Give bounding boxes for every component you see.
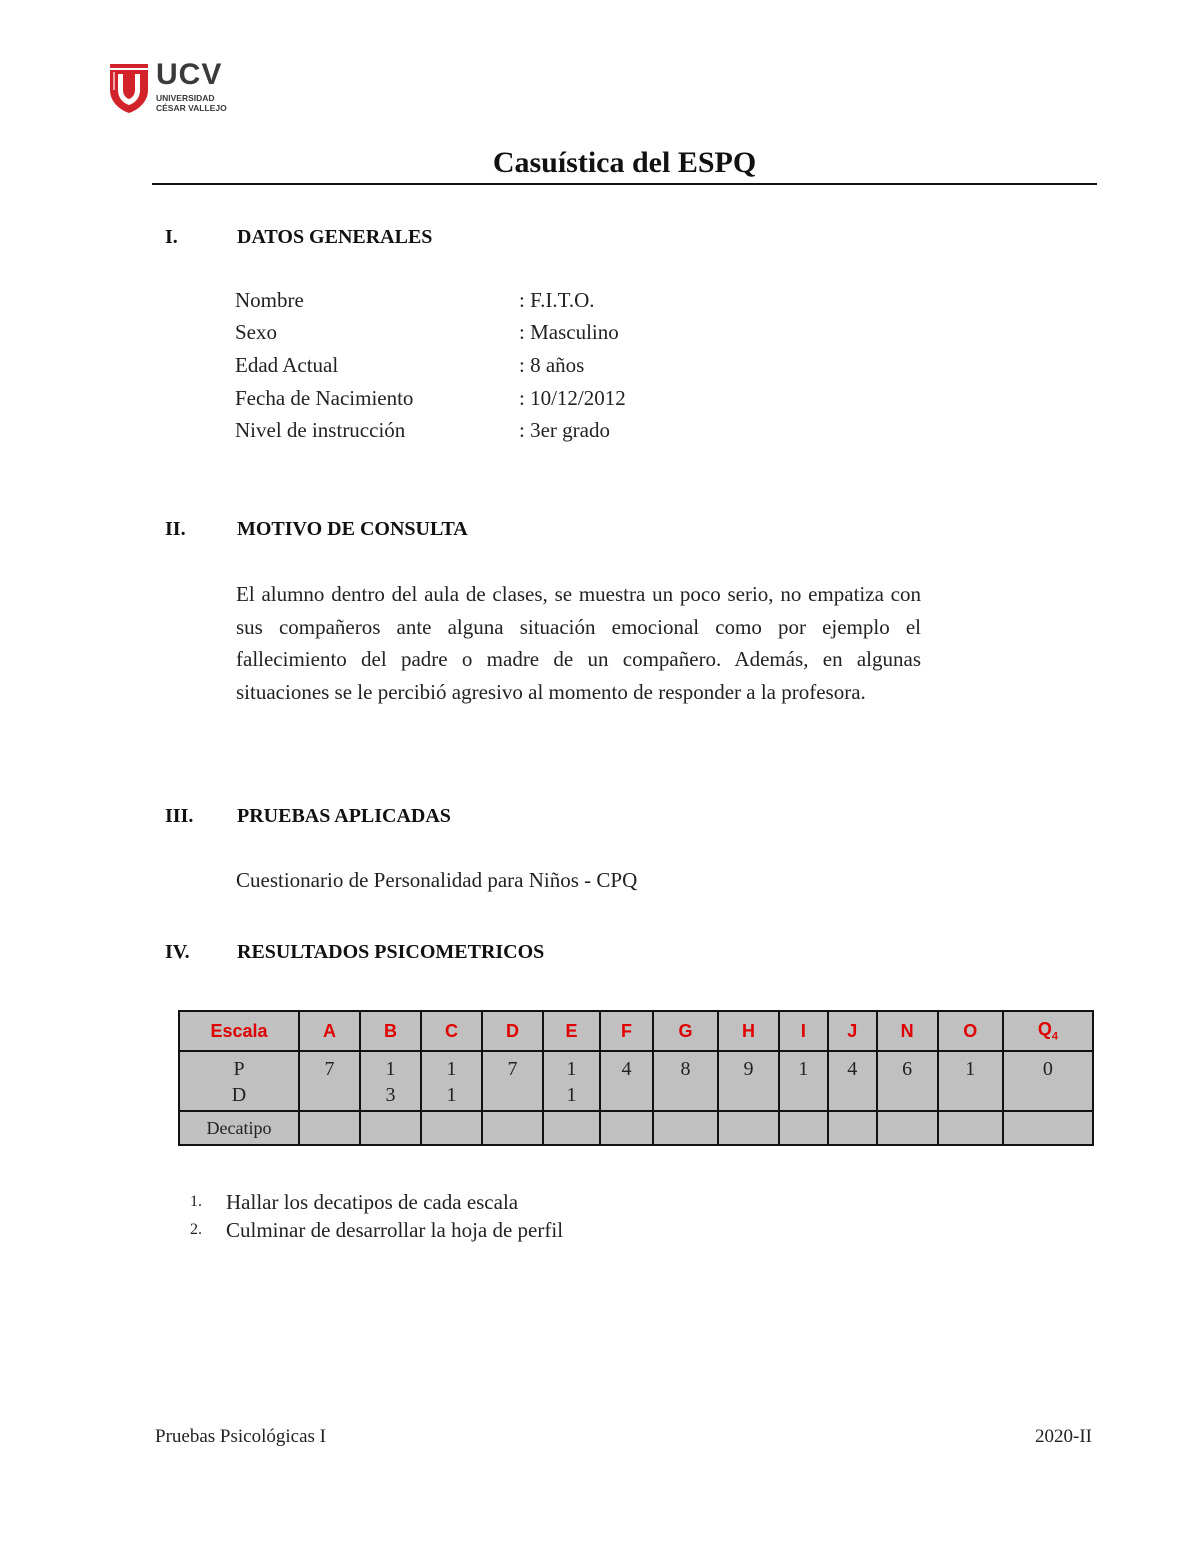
title-underline <box>152 183 1097 185</box>
pd-digit: 9 <box>743 1058 754 1080</box>
field-label: Sexo <box>235 320 277 344</box>
pd-digit: 4 <box>847 1058 858 1080</box>
section-label: RESULTADOS PSICOMETRICOS <box>237 941 545 963</box>
section-number: II. <box>165 518 186 540</box>
decatipo-cell-g[interactable] <box>653 1111 718 1145</box>
list-number: 2. <box>190 1221 202 1238</box>
field-label: Fecha de Nacimiento <box>235 386 414 410</box>
field-value: : 10/12/2012 <box>519 386 626 410</box>
pd-cell-i <box>779 1051 828 1111</box>
decatipo-cell-b[interactable] <box>360 1111 421 1145</box>
header-scale-i: I <box>779 1011 828 1051</box>
header-scale-g: G <box>653 1011 718 1051</box>
header-scale-b: B <box>360 1011 421 1051</box>
pd-cell-q4 <box>1003 1051 1093 1111</box>
motivo-paragraph: El alumno dentro del aula de clases, se muestra un poco serio, no empatiza con sus compañeros ante alguna situación emocional como por ejemplo el fallecimiento del padre o madre de un compañero. Además, en algunas situaciones se le percibió agresivo al momento de responder a la profesora. <box>236 582 921 704</box>
pd-cell-h <box>718 1051 779 1111</box>
field-label: Nombre <box>235 288 304 312</box>
pd-digit: 6 <box>902 1058 913 1080</box>
logo-line2: CÉSAR VALLEJO <box>156 103 227 113</box>
field-value: : F.I.T.O. <box>519 288 595 312</box>
decatipo-cell-o[interactable] <box>938 1111 1003 1145</box>
header-scale-f: F <box>600 1011 653 1051</box>
decatipo-cell-a[interactable] <box>299 1111 360 1145</box>
pd-cell-c <box>421 1051 482 1111</box>
header-scale-e: E <box>543 1011 600 1051</box>
pd-digit: 1 <box>385 1058 396 1080</box>
header-scale-n: N <box>877 1011 938 1051</box>
decatipo-cell-c[interactable] <box>421 1111 482 1145</box>
field-label: Edad Actual <box>235 353 339 377</box>
header-scale-d: D <box>482 1011 543 1051</box>
pd-digit: 7 <box>507 1058 518 1080</box>
pd-digit: 1 <box>965 1058 976 1080</box>
decatipo-cell-f[interactable] <box>600 1111 653 1145</box>
list-text: Culminar de desarrollar la hoja de perfil <box>226 1218 564 1242</box>
page-title: Casuística del ESPQ <box>492 146 757 179</box>
list-number: 1. <box>190 1193 202 1210</box>
pd-digit: 1 <box>566 1058 577 1080</box>
decatipo-cell-i[interactable] <box>779 1111 828 1145</box>
header-scale-o: O <box>938 1011 1003 1051</box>
field-value: : Masculino <box>519 320 619 344</box>
pd-cell-a <box>299 1051 360 1111</box>
pd-digit: 7 <box>324 1058 335 1080</box>
pd-cell-d <box>482 1051 543 1111</box>
header-scale-j: J <box>828 1011 877 1051</box>
footer-course: Pruebas Psicológicas I <box>155 1426 326 1447</box>
pd-digit: 1 <box>446 1058 457 1080</box>
section-label: PRUEBAS APLICADAS <box>237 805 451 827</box>
decatipo-cell-j[interactable] <box>828 1111 877 1145</box>
section-number: III. <box>165 805 194 827</box>
pd-digit: 0 <box>1042 1058 1053 1080</box>
results-table <box>178 1010 1094 1146</box>
row-label-pd <box>179 1051 299 1111</box>
pd-label-bottom: D <box>231 1084 247 1106</box>
header-scale-c: C <box>421 1011 482 1051</box>
pd-cell-o <box>938 1051 1003 1111</box>
decatipo-cell-h[interactable] <box>718 1111 779 1145</box>
pd-digit: 1 <box>566 1084 577 1106</box>
pd-digit: 1 <box>446 1084 457 1106</box>
pd-digit: 1 <box>798 1058 809 1080</box>
pd-cell-b <box>360 1051 421 1111</box>
header-scale-h: H <box>718 1011 779 1051</box>
section-label: MOTIVO DE CONSULTA <box>237 518 468 540</box>
row-label-decatipo: Decatipo <box>179 1111 299 1145</box>
decatipo-cell-e[interactable] <box>543 1111 600 1145</box>
decatipo-cell-q4[interactable] <box>1003 1111 1093 1145</box>
list-text: Hallar los decatipos de cada escala <box>226 1190 519 1214</box>
field-value: : 8 años <box>519 353 585 377</box>
header-scale-a: A <box>299 1011 360 1051</box>
prueba-text: Cuestionario de Personalidad para Niños - CPQ <box>236 868 638 892</box>
decatipo-cell-d[interactable] <box>482 1111 543 1145</box>
table-header-row <box>179 1011 1093 1051</box>
ucv-logo <box>108 60 228 116</box>
pd-label-top: P <box>233 1058 245 1080</box>
pd-cell-g <box>653 1051 718 1111</box>
header-scale-q4: $Q_4$ <box>1003 1011 1093 1051</box>
logo-line1: UNIVERSIDAD <box>156 93 215 103</box>
section-label: DATOS GENERALES <box>237 226 433 248</box>
field-label: Nivel de instrucción <box>235 418 406 442</box>
header-escala: Escala <box>179 1011 299 1051</box>
pd-digit: 8 <box>680 1058 691 1080</box>
pd-cell-n <box>877 1051 938 1111</box>
pd-cell-e <box>543 1051 600 1111</box>
table-row-pd <box>179 1051 1093 1111</box>
logo-abbr: UCV <box>156 58 223 91</box>
table-row-decatipo <box>179 1111 1093 1145</box>
pd-cell-j <box>828 1051 877 1111</box>
ucv-shield-icon <box>108 60 152 114</box>
footer-term: 2020-II <box>1035 1426 1092 1447</box>
field-value: : 3er grado <box>519 418 610 442</box>
pd-cell-f <box>600 1051 653 1111</box>
section-number: I. <box>165 226 178 248</box>
decatipo-cell-n[interactable] <box>877 1111 938 1145</box>
pd-digit: 3 <box>385 1084 396 1106</box>
pd-digit: 4 <box>621 1058 632 1080</box>
section-number: IV. <box>165 941 190 963</box>
